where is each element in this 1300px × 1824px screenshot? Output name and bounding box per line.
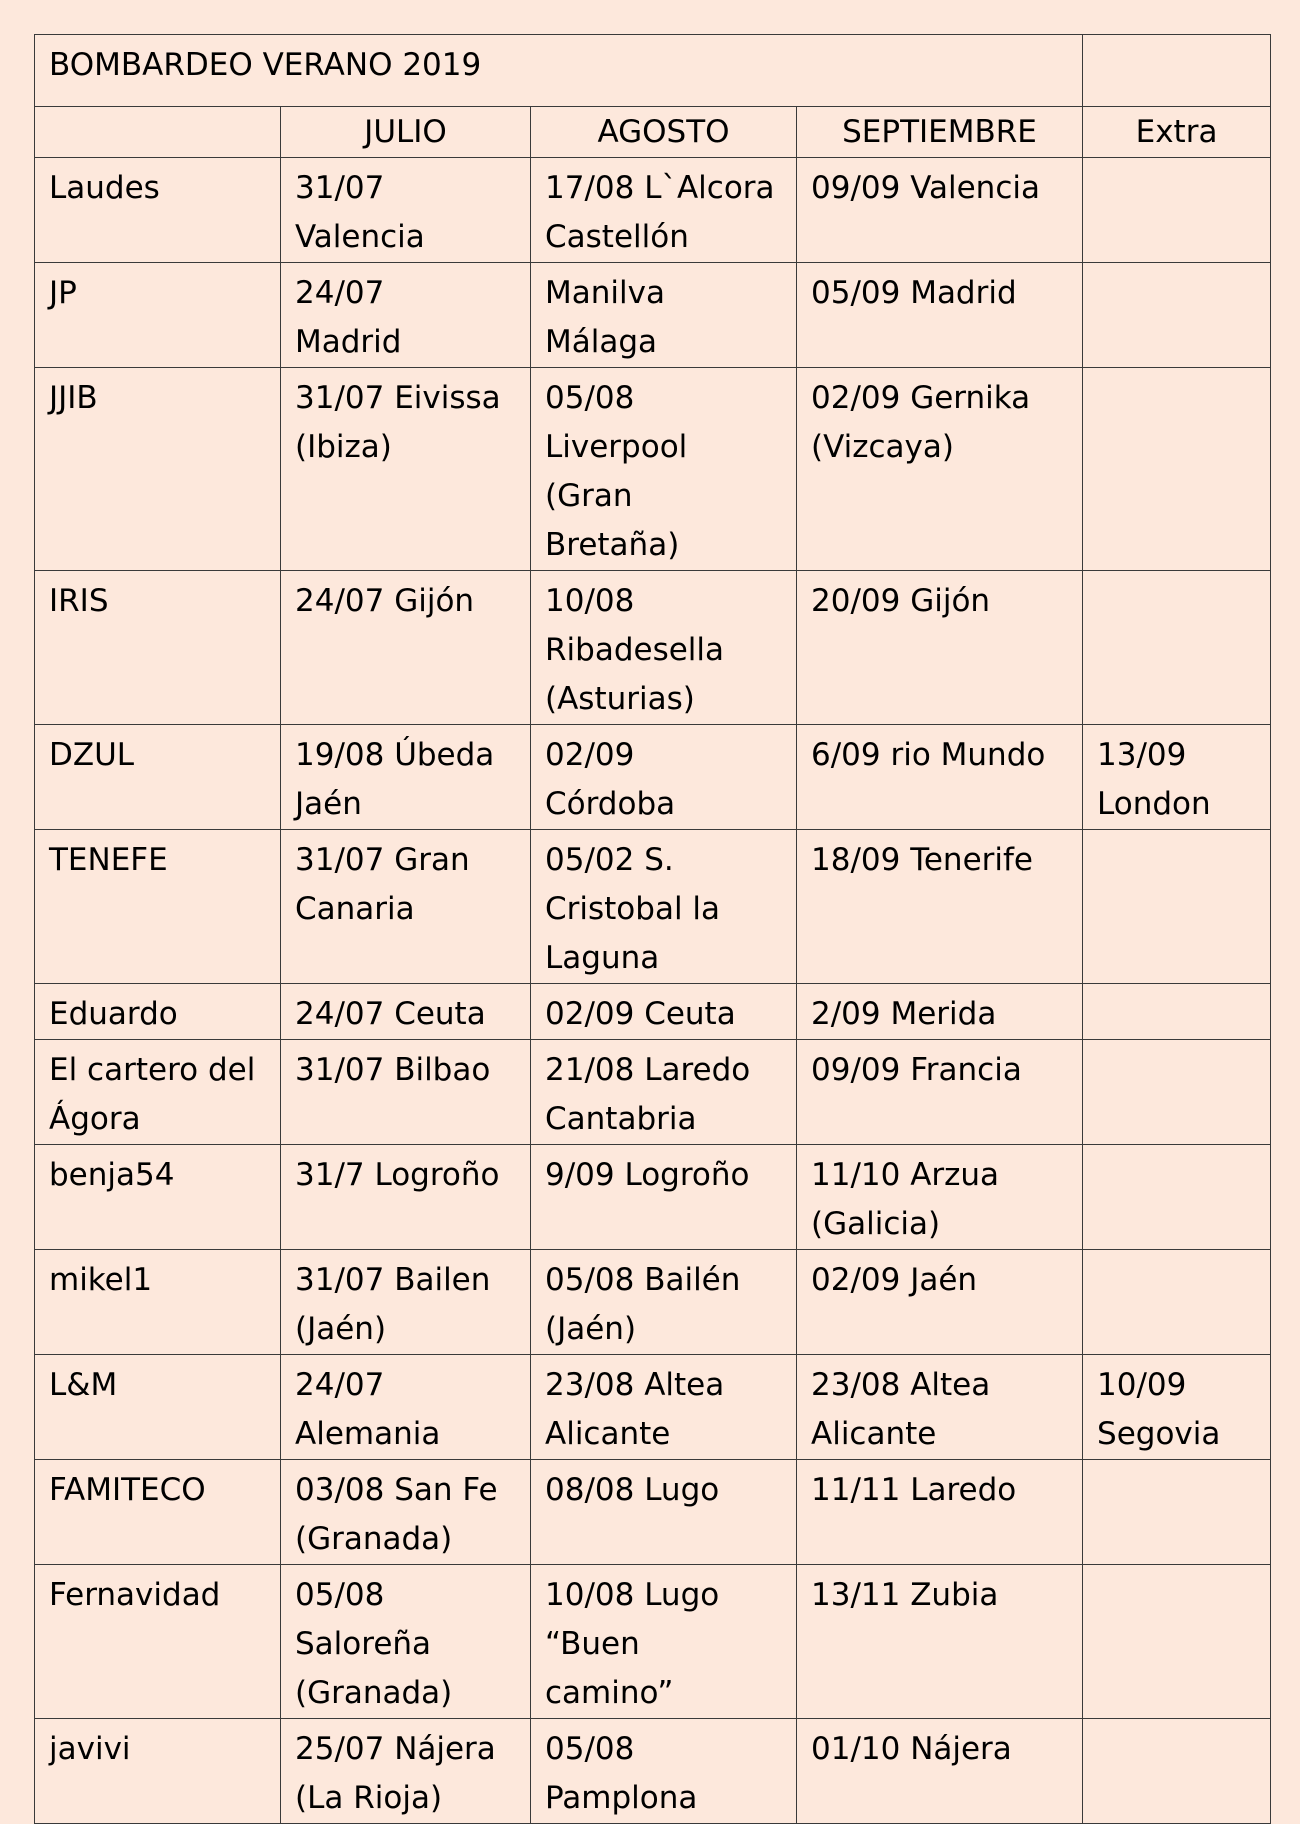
cell-agosto: 05/08 Pamplona — [531, 1719, 797, 1824]
cell-name: JJIB — [35, 368, 281, 571]
cell-julio: 24/07 Madrid — [281, 263, 531, 368]
cell-septiembre: 09/09 Valencia — [797, 158, 1083, 263]
cell-name: Eduardo — [35, 984, 281, 1040]
cell-septiembre: 20/09 Gijón — [797, 571, 1083, 725]
cell-septiembre: 2/09 Merida — [797, 984, 1083, 1040]
cell-name: L&M — [35, 1355, 281, 1460]
table-row — [35, 830, 1271, 984]
cell-julio: 31/7 Logroño — [281, 1145, 531, 1250]
table-row — [35, 1719, 1271, 1824]
cell-septiembre: 23/08 Altea Alicante — [797, 1355, 1083, 1460]
table-row — [35, 158, 1271, 263]
cell-julio: 05/08 Saloreña (Granada) — [281, 1565, 531, 1719]
title-row — [35, 35, 1271, 107]
cell-julio: 31/07 Gran Canaria — [281, 830, 531, 984]
cell-septiembre: 01/10 Nájera — [797, 1719, 1083, 1824]
header-septiembre: SEPTIEMBRE — [797, 107, 1083, 158]
cell-extra: 10/09 Segovia — [1083, 1355, 1271, 1460]
cell-extra — [1083, 158, 1271, 263]
cell-extra — [1083, 830, 1271, 984]
table-row — [35, 368, 1271, 571]
cell-extra — [1083, 263, 1271, 368]
cell-septiembre: 11/11 Laredo — [797, 1460, 1083, 1565]
cell-extra — [1083, 368, 1271, 571]
cell-name: DZUL — [35, 725, 281, 830]
table-row — [35, 1565, 1271, 1719]
cell-julio: 24/07 Alemania — [281, 1355, 531, 1460]
cell-julio: 03/08 San Fe (Granada) — [281, 1460, 531, 1565]
cell-septiembre: 18/09 Tenerife — [797, 830, 1083, 984]
cell-extra — [1083, 1460, 1271, 1565]
title-row-empty-cell — [1083, 35, 1271, 107]
header-extra: Extra — [1083, 107, 1271, 158]
cell-agosto: 02/09 Córdoba — [531, 725, 797, 830]
cell-septiembre: 11/10 Arzua (Galicia) — [797, 1145, 1083, 1250]
cell-extra — [1083, 1565, 1271, 1719]
header-agosto: AGOSTO — [531, 107, 797, 158]
table-title: BOMBARDEO VERANO 2019 — [35, 35, 1083, 107]
cell-extra — [1083, 1250, 1271, 1355]
cell-julio: 31/07 Eivissa (Ibiza) — [281, 368, 531, 571]
header-julio: JULIO — [281, 107, 531, 158]
table-row — [35, 1250, 1271, 1355]
cell-agosto: 05/08 Liverpool (Gran Bretaña) — [531, 368, 797, 571]
cell-julio: 25/07 Nájera (La Rioja) — [281, 1719, 531, 1824]
cell-agosto: 9/09 Logroño — [531, 1145, 797, 1250]
table-row — [35, 263, 1271, 368]
cell-agosto: 05/02 S. Cristobal la Laguna — [531, 830, 797, 984]
cell-name: FAMITECO — [35, 1460, 281, 1565]
cell-agosto: 10/08 Lugo “Buen camino” — [531, 1565, 797, 1719]
cell-julio: 31/07 Bailen (Jaén) — [281, 1250, 531, 1355]
table-row — [35, 1040, 1271, 1145]
cell-extra — [1083, 1145, 1271, 1250]
cell-agosto: 08/08 Lugo — [531, 1460, 797, 1565]
cell-name: Laudes — [35, 158, 281, 263]
cell-agosto: 21/08 Laredo Cantabria — [531, 1040, 797, 1145]
cell-name: javivi — [35, 1719, 281, 1824]
cell-name: TENEFE — [35, 830, 281, 984]
cell-name: benja54 — [35, 1145, 281, 1250]
cell-septiembre: 02/09 Jaén — [797, 1250, 1083, 1355]
cell-agosto: 05/08 Bailén (Jaén) — [531, 1250, 797, 1355]
cell-name: IRIS — [35, 571, 281, 725]
cell-septiembre: 13/11 Zubia — [797, 1565, 1083, 1719]
cell-septiembre: 05/09 Madrid — [797, 263, 1083, 368]
cell-name: El cartero del Ágora — [35, 1040, 281, 1145]
cell-julio: 24/07 Ceuta — [281, 984, 531, 1040]
cell-extra — [1083, 984, 1271, 1040]
table-row — [35, 984, 1271, 1040]
table-row — [35, 571, 1271, 725]
header-row — [35, 107, 1271, 158]
cell-extra — [1083, 1719, 1271, 1824]
cell-julio: 24/07 Gijón — [281, 571, 531, 725]
cell-agosto: 23/08 Altea Alicante — [531, 1355, 797, 1460]
schedule-table — [34, 34, 1271, 1824]
table-row — [35, 1145, 1271, 1250]
cell-name: mikel1 — [35, 1250, 281, 1355]
cell-extra: 13/09 London — [1083, 725, 1271, 830]
cell-septiembre: 09/09 Francia — [797, 1040, 1083, 1145]
cell-extra — [1083, 571, 1271, 725]
cell-septiembre: 02/09 Gernika (Vizcaya) — [797, 368, 1083, 571]
cell-extra — [1083, 1040, 1271, 1145]
cell-septiembre: 6/09 rio Mundo — [797, 725, 1083, 830]
cell-agosto: 02/09 Ceuta — [531, 984, 797, 1040]
cell-julio: 31/07 Valencia — [281, 158, 531, 263]
cell-agosto: 10/08 Ribadesella (Asturias) — [531, 571, 797, 725]
cell-name: JP — [35, 263, 281, 368]
table-row — [35, 1355, 1271, 1460]
cell-name: Fernavidad — [35, 1565, 281, 1719]
cell-julio: 31/07 Bilbao — [281, 1040, 531, 1145]
table-row — [35, 1460, 1271, 1565]
cell-julio: 19/08 Úbeda Jaén — [281, 725, 531, 830]
table-row — [35, 725, 1271, 830]
header-name — [35, 107, 281, 158]
cell-agosto: Manilva Málaga — [531, 263, 797, 368]
cell-agosto: 17/08 L`Alcora Castellón — [531, 158, 797, 263]
